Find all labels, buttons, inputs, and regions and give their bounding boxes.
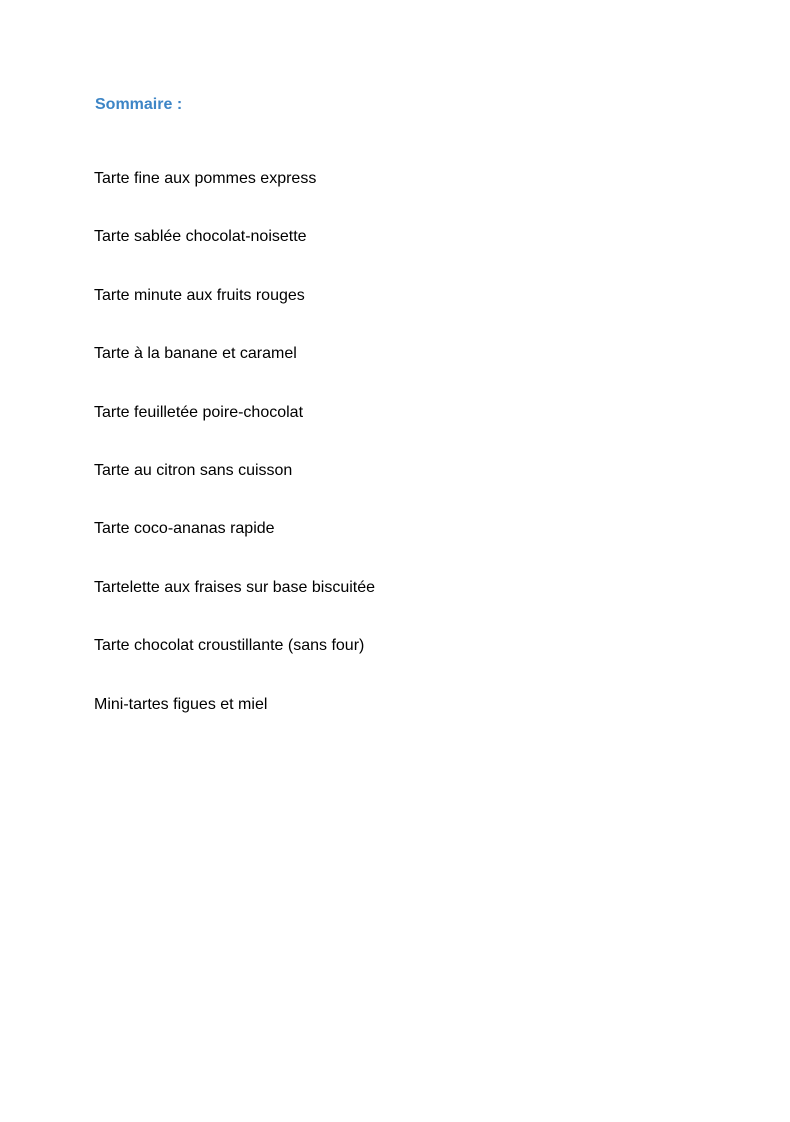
toc-item: Tartelette aux fraises sur base biscuitée [94, 578, 376, 596]
toc-title: Sommaire : [95, 96, 183, 113]
toc-item: Tarte sablée chocolat-noisette [94, 228, 307, 246]
toc-item: Tarte minute aux fruits rouges [94, 286, 305, 304]
toc-item: Tarte au citron sans cuisson [94, 461, 293, 479]
toc-item: Mini-tartes figues et miel [94, 695, 268, 713]
toc-list [94, 169, 375, 753]
toc-item: Tarte coco-ananas rapide [94, 520, 275, 538]
toc-item: Tarte à la banane et caramel [94, 345, 297, 363]
toc-item: Tarte feuilletée poire-chocolat [94, 403, 304, 421]
toc-item: Tarte fine aux pommes express [94, 170, 317, 187]
toc-item: Tarte chocolat croustillante (sans four) [94, 637, 365, 655]
